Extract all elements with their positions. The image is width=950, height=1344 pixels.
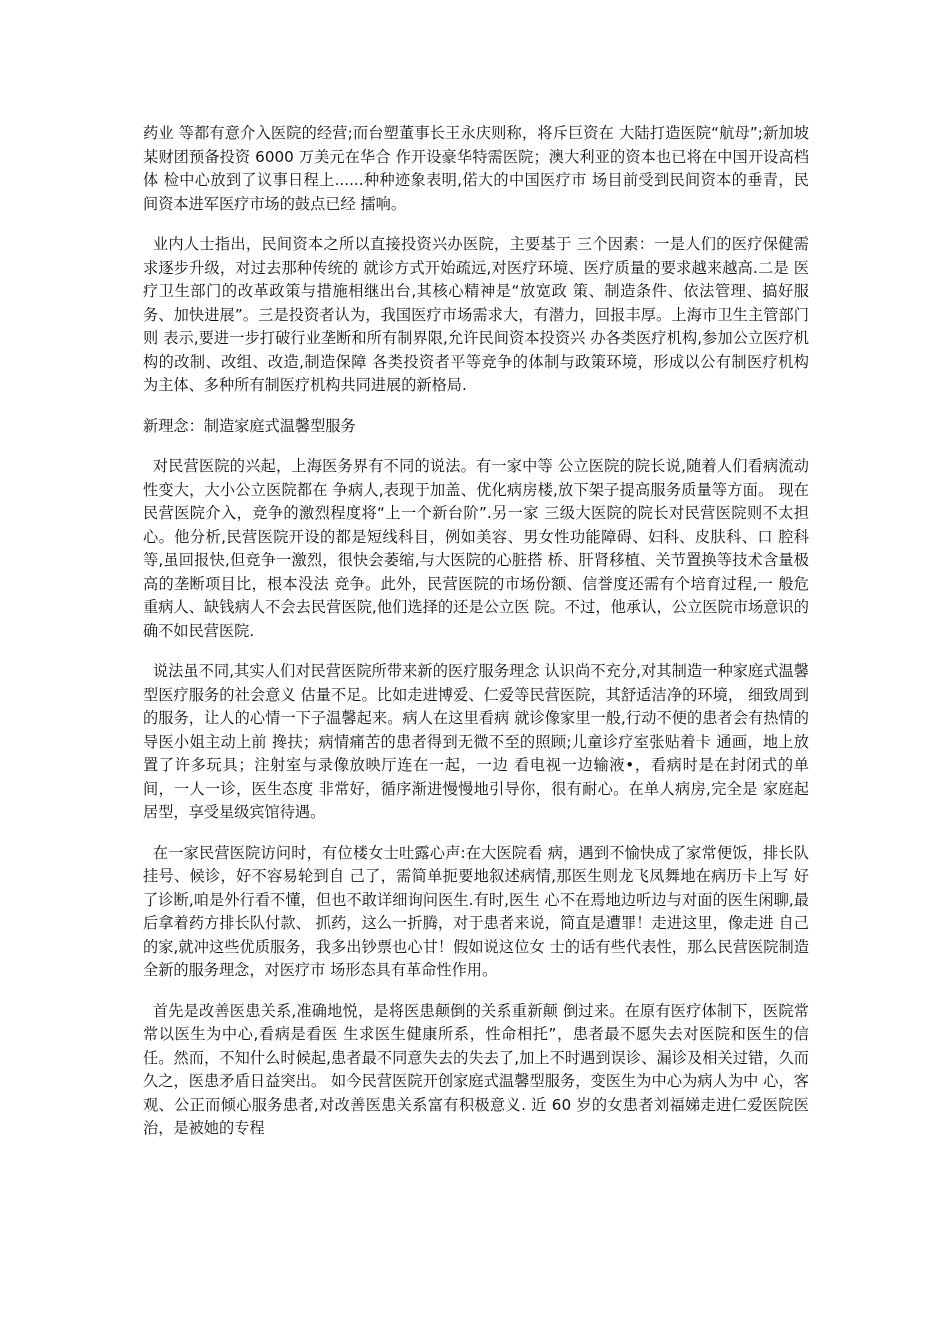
paragraph-3: 对民营医院的兴起，上海医务界有不同的说法。有一家中等 公立医院的院长说,随着人们看病流动性变大，大小公立医院都在 争病人,表现于加盖、优化病房楼,放下架子提高服务质量等方面。 现在民营医院介入，竞争的激烈程度将“上一个新台阶”.另一家 三级大医院的院长对民营医院则不太担心。他分析,民营医院开设的都是短线科目，例如美容、男女性功能障碍、妇科、皮肤科、口 腔科等,虽回报快,但竞争一激烈，很快会萎缩,与大医院的心脏搭 桥、肝肾移植、关节置换等技术含量极高的垄断项目比，根本没法 竞争。此外，民营医院的市场份额、信誉度还需有个培育过程,一 般危重病人、缺钱病人不会去民营医院,他们选择的还是公立医 院。不过，他承认，公立医院市场意识的确不如民营医院.: [143, 457, 809, 640]
paragraph-6: 首先是改善医患关系,准确地悦，是将医患颠倒的关系重新颠 倒过来。在原有医疗体制下，医院常常以医生为中心,看病是看医 生求医生健康所系，性命相托”，患者最不愿失去对医院和医生的信任。然而，不知什么时候起,患者最不同意失去的失去了,加上不时遇到误诊、漏诊及相关过错，久而久之，医患矛盾日益突出。 如今民营医院开创家庭式温馨型服务，变医生为中心为病人为中 心，客观、公正而倾心服务患者,对改善医患关系富有积极意义. 近 60 岁的女患者刘福娣走进仁爱医院医治，是被她的专程: [143, 1001, 809, 1137]
paragraph-5: 在一家民营医院访问时，有位楼女士吐露心声:在大医院看 病，遇到不愉快成了家常便饭，排长队挂号、候诊，好不容易轮到自 己了，需简单扼要地叙述病情,那医生则龙飞凤舞地在病历卡上写 好了诊断,咱是外行看不懂，但也不敢详细询问医生.有时,医生 心不在焉地边听边与对面的医生闲聊,最后拿着药方排长队付款、 抓药，这么一折腾，对于患者来说，简直是遭罪！走进这里，像走进 自己的家,就冲这些优质服务，我多出钞票也心甘！假如说这位女 士的话有些代表性，那么民营医院制造全新的服务理念，对医疗市 场形态具有革命性作用。: [143, 843, 809, 979]
paragraph-1: 药业 等都有意介入医院的经营;而台塑董事长王永庆则称，将斥巨资在 大陆打造医院“航母”;新加坡某财团预备投资 6000 万美元在华合 作开设豪华特需医院；澳大利亚的资本也已将在中国开设高档体 检中心放到了议事日程上......种种迹象表明,偌大的中国医疗市 场目前受到民间资本的垂青，民间资本进军医疗市场的鼓点已经 擂响。: [143, 124, 809, 213]
paragraph-4: 说法虽不同,其实人们对民营医院所带来新的医疗服务理念 认识尚不充分,对其制造一种家庭式温馨型医疗服务的社会意义 估量不足。比如走进博爱、仁爱等民营医院，其舒适洁净的环境， 细致周到的服务，让人的心情一下子温馨起来。病人在这里看病 就诊像家里一般,行动不便的患者会有热情的导医小姐主动上前 搀扶；病情痛苦的患者得到无微不至的照顾;儿童诊疗室张贴着卡 通画，地上放置了许多玩具；注射室与录像放映厅连在一起，一边 看电视一边输液•，看病时是在封闭式的单间，一人一诊，医生态度 非常好，循序渐进慢慢地引导你，很有耐心。在单人病房,完全是 家庭起居型，享受星级宾馆待遇。: [143, 662, 809, 821]
paragraph-2: 业内人士指出，民间资本之所以直接投资兴办医院，主要基于 三个因素：一是人们的医疗保健需求逐步升级，对过去那种传统的 就诊方式开始疏远,对医疗环境、医疗质量的要求越来越高.二是 医疗卫生部门的改革政策与措施相继出台,其核心精神是“放宽政 策、制造条件、依法管理、搞好服务、加快进展”。三是投资者认为，我国医疗市场需求大，有潜力，回报丰厚。上海市卫生主管部门则 表示,要进一步打破行业垄断和所有制界限,允许民间资本投资兴 办各类医疗机构,参加公立医疗机构的改制、改组、改造,制造保障 各类投资者平等竞争的体制与政策环境，形成以公有制医疗机构 为主体、多种所有制医疗机构共同进展的新格局.: [143, 235, 809, 394]
document-page: [143, 122, 809, 1158]
section-heading: 新理念：制造家庭式温馨型服务: [143, 416, 356, 435]
